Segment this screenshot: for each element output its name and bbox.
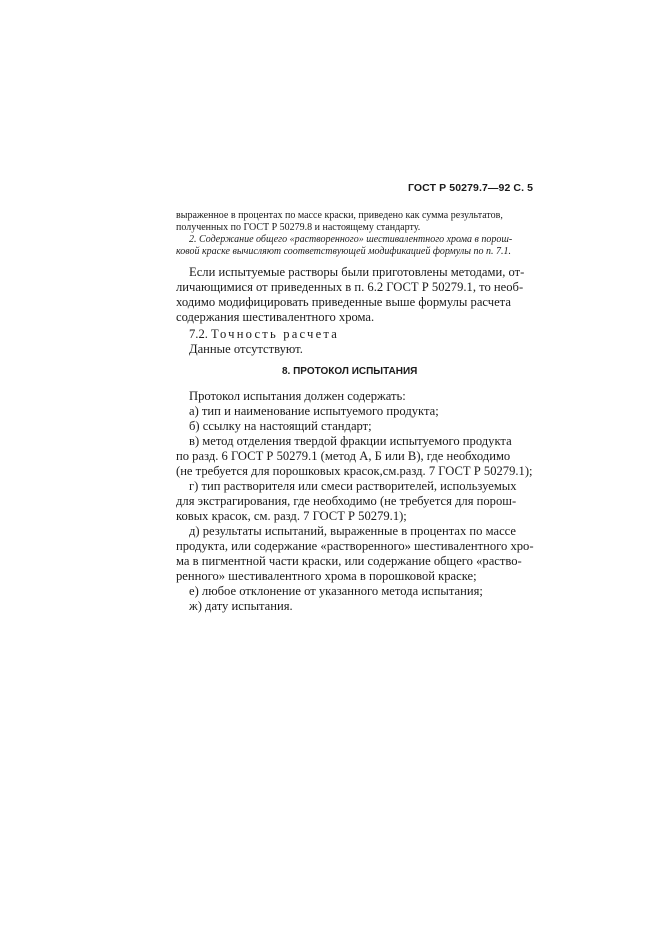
section-7-2-text: Данные отсутствуют. (189, 342, 303, 356)
section-8-intro: Протокол испытания должен содержать: (189, 389, 406, 403)
note-line-4: ковой краске вычисляют соответствующей модификацией формулы по п. 7.1. (176, 246, 512, 257)
item-g-line-3: ковых красок, см. разд. 7 ГОСТ Р 50279.1); (176, 509, 407, 523)
item-d-line-3: ма в пигментной части краски, или содержание общего «раство- (176, 554, 522, 568)
para-line-3: ходимо модифицировать приведенные выше формулы расчета (176, 295, 511, 309)
item-a: а) тип и наименование испытуемого продукта; (189, 404, 439, 418)
para-line-4: содержания шестивалентного хрома. (176, 310, 375, 324)
section-8-heading: 8. ПРОТОКОЛ ИСПЫТАНИЯ (282, 366, 418, 377)
item-e: е) любое отклонение от указанного метода испытания; (189, 584, 483, 598)
item-b: б) ссылку на настоящий стандарт; (189, 419, 372, 433)
item-d-line-1: д) результаты испытаний, выраженные в процентах по массе (189, 524, 516, 538)
item-d-line-2: продукта, или содержание «растворенного» шестивалентного хро- (176, 539, 534, 553)
section-7-2-title (189, 327, 339, 342)
item-v-line-1: в) метод отделения твердой фракции испытуемого продукта (189, 434, 512, 448)
section-7-2-title-text: Точность расчета (211, 327, 340, 341)
page-header: ГОСТ Р 50279.7—92 С. 5 (408, 182, 534, 194)
note-line-1: выраженное в процентах по массе краски, приведено как сумма результатов, (176, 210, 503, 221)
item-v-line-2: по разд. 6 ГОСТ Р 50279.1 (метод А, Б или В), где необходимо (176, 449, 511, 463)
para-line-1: Если испытуемые растворы были приготовлены методами, от- (189, 265, 525, 279)
item-zh: ж) дату испытания. (189, 599, 293, 613)
item-g-line-1: г) тип растворителя или смеси растворителей, используемых (189, 479, 517, 493)
section-7-2-number: 7.2. (189, 327, 208, 341)
item-d-line-4: ренного» шестивалентного хрома в порошковой краске; (176, 569, 477, 583)
item-v-line-3: (не требуется для порошковых красок,см.разд. 7 ГОСТ Р 50279.1); (176, 464, 533, 478)
para-line-2: личающимися от приведенных в п. 6.2 ГОСТ Р 50279.1, то необ- (176, 280, 524, 294)
item-g-line-2: для экстрагирования, где необходимо (не требуется для порош- (176, 494, 517, 508)
note-line-3: 2. Содержание общего «растворенного» шестивалентного хрома в порош- (189, 234, 513, 245)
note-line-2: полученных по ГОСТ Р 50279.8 и настоящему стандарту. (176, 222, 421, 233)
